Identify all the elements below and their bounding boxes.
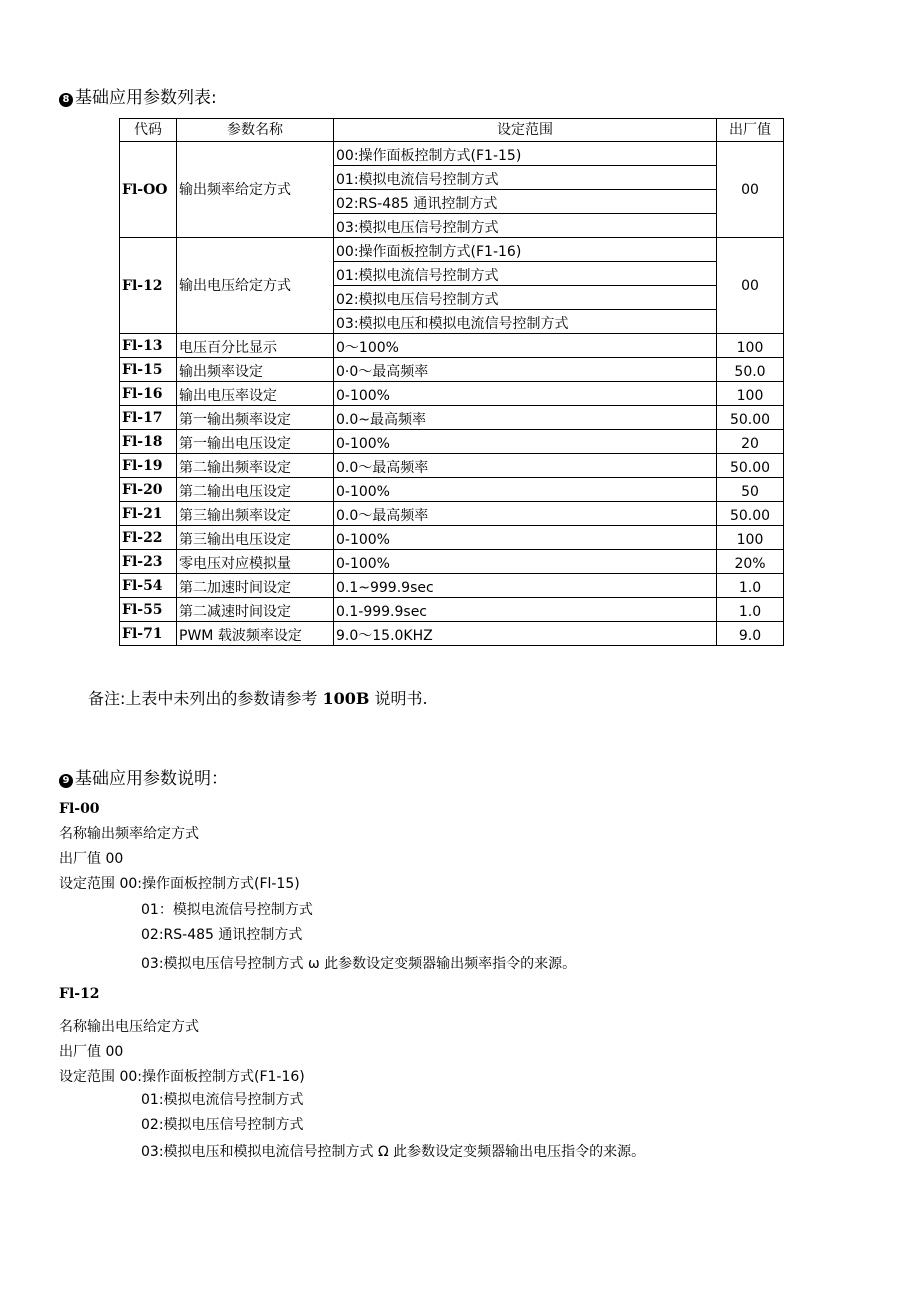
param-code: Fl-13 (120, 334, 177, 358)
param-range: 0-100% (334, 382, 717, 406)
param-name: 第三输出电压设定 (177, 526, 334, 550)
param-name: 输出电压给定方式 (177, 238, 334, 334)
param-default: 00 (717, 238, 784, 334)
param-range: 0.1-999.9sec (334, 598, 717, 622)
param-default: 50.0 (717, 358, 784, 382)
param-name: 输出频率设定 (177, 358, 334, 382)
desc-name-line: 名称输出电压给定方式 (59, 1019, 199, 1035)
desc-option: 02:RS-485 通讯控制方式 (141, 927, 303, 943)
table-row (120, 358, 784, 382)
parameter-table (119, 118, 784, 646)
section-8-title-text: 基础应用参数列表: (75, 88, 217, 108)
table-row (120, 550, 784, 574)
table-row (120, 574, 784, 598)
header-default: 出厂值 (717, 119, 784, 142)
param-code: Fl-55 (120, 598, 177, 622)
param-range: 0·0～最高频率 (334, 358, 717, 382)
table-row (120, 406, 784, 430)
table-row (120, 334, 784, 358)
param-default: 20% (717, 550, 784, 574)
param-range-option: 01:模拟电流信号控制方式 (334, 166, 717, 190)
param-code: Fl-23 (120, 550, 177, 574)
table-row (120, 598, 784, 622)
section-8-title (59, 83, 217, 108)
param-default: 100 (717, 382, 784, 406)
table-row (120, 238, 784, 262)
param-range: 0-100% (334, 478, 717, 502)
table-row (120, 622, 784, 646)
param-range-option: 00:操作面板控制方式(F1-16) (334, 238, 717, 262)
param-default: 50 (717, 478, 784, 502)
desc-name-line: 名称输出频率给定方式 (59, 826, 199, 842)
table-row (120, 502, 784, 526)
param-code: Fl-19 (120, 454, 177, 478)
param-code: Fl-22 (120, 526, 177, 550)
param-range: 0.0～最高频率 (334, 454, 717, 478)
param-code: Fl-17 (120, 406, 177, 430)
table-header-row (120, 119, 784, 142)
param-default: 100 (717, 526, 784, 550)
param-default: 50.00 (717, 454, 784, 478)
table-row (120, 430, 784, 454)
param-range: 0～100% (334, 334, 717, 358)
desc-option: 02:模拟电压信号控制方式 (141, 1117, 304, 1133)
number-9-icon: 9 (59, 774, 73, 788)
table-row (120, 478, 784, 502)
param-code: Fl-OO (120, 142, 177, 238)
desc-option: 03:模拟电压信号控制方式 ω 此参数设定变频器输出频率指令的来源。 (141, 956, 577, 972)
header-range: 设定范围 (334, 119, 717, 142)
table-note (88, 686, 428, 709)
param-range-option: 02:模拟电压信号控制方式 (334, 286, 717, 310)
param-range-option: 00:操作面板控制方式(F1-15) (334, 142, 717, 166)
param-default: 1.0 (717, 598, 784, 622)
param-name: 第二减速时间设定 (177, 598, 334, 622)
header-code: 代码 (120, 119, 177, 142)
param-name: 输出电压率设定 (177, 382, 334, 406)
param-code: Fl-20 (120, 478, 177, 502)
section-9-title-text: 基础应用参数说明： (75, 769, 228, 789)
table-row (120, 526, 784, 550)
param-range: 0-100% (334, 430, 717, 454)
param-default: 9.0 (717, 622, 784, 646)
table-row (120, 382, 784, 406)
param-name: 第一输出频率设定 (177, 406, 334, 430)
param-code: Fl-12 (120, 238, 177, 334)
param-name: 电压百分比显示 (177, 334, 334, 358)
param-code: Fl-21 (120, 502, 177, 526)
section-9-title (59, 764, 228, 789)
desc-option: 01:模拟电流信号控制方式 (141, 1092, 304, 1108)
desc-option: 03:模拟电压和模拟电流信号控制方式 Ω 此参数设定变频器输出电压指令的来源。 (141, 1144, 646, 1160)
param-default: 20 (717, 430, 784, 454)
param-range: 0-100% (334, 526, 717, 550)
param-default: 1.0 (717, 574, 784, 598)
param-default: 00 (717, 142, 784, 238)
param-name: 第二输出电压设定 (177, 478, 334, 502)
param-code: Fl-54 (120, 574, 177, 598)
param-range: 0-100% (334, 550, 717, 574)
param-range-option: 03:模拟电压和模拟电流信号控制方式 (334, 310, 717, 334)
desc-range-line: 设定范围 00:操作面板控制方式(F1-16) (59, 1069, 305, 1085)
param-name: 输出频率给定方式 (177, 142, 334, 238)
param-default: 100 (717, 334, 784, 358)
param-code: Fl-18 (120, 430, 177, 454)
param-range-option: 01:模拟电流信号控制方式 (334, 262, 717, 286)
param-default: 50.00 (717, 502, 784, 526)
param-code: Fl-16 (120, 382, 177, 406)
note-model: 100B (322, 689, 370, 708)
param-name: 第一输出电压设定 (177, 430, 334, 454)
note-suffix: 说明书. (374, 689, 428, 708)
param-default: 50.00 (717, 406, 784, 430)
desc-code: Fl-12 (59, 986, 100, 1002)
desc-code: Fl-00 (59, 801, 100, 817)
desc-option: 01：模拟电流信号控制方式 (141, 902, 313, 918)
param-name: 第二加速时间设定 (177, 574, 334, 598)
param-range-option: 02:RS-485 通讯控制方式 (334, 190, 717, 214)
param-range: 0.1~999.9sec (334, 574, 717, 598)
param-range: 9.0～15.0KHZ (334, 622, 717, 646)
param-code: Fl-15 (120, 358, 177, 382)
note-prefix: 备注:上表中未列出的参数请参考 (88, 689, 318, 708)
param-range: 0.0~最高频率 (334, 406, 717, 430)
table-row (120, 142, 784, 166)
param-range: 0.0～最高频率 (334, 502, 717, 526)
number-8-icon: 8 (59, 93, 73, 107)
table-row (120, 454, 784, 478)
desc-range-line: 设定范围 00:操作面板控制方式(Fl-15) (59, 876, 300, 892)
param-code: Fl-71 (120, 622, 177, 646)
param-name: PWM 载波频率设定 (177, 622, 334, 646)
param-name: 零电压对应模拟量 (177, 550, 334, 574)
desc-default-line: 出厂值 00 (59, 851, 124, 867)
param-range-option: 03:模拟电压信号控制方式 (334, 214, 717, 238)
param-name: 第二输出频率设定 (177, 454, 334, 478)
param-name: 第三输出频率设定 (177, 502, 334, 526)
desc-default-line: 出厂值 00 (59, 1044, 124, 1060)
header-name: 参数名称 (177, 119, 334, 142)
